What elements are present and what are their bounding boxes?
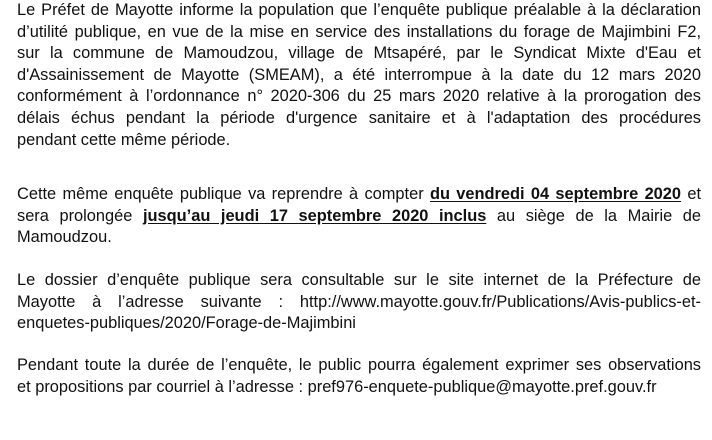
notice-paragraph-dossier-url bbox=[17, 270, 701, 335]
notice-paragraph-interruption bbox=[17, 0, 701, 151]
text-line bbox=[17, 184, 701, 206]
text-line: délais échus pendant la période d'urgence sanitaire et à l'adaptation des procédures bbox=[17, 108, 701, 127]
text-line: sur la commune de Mamoudzou, village de Mtsapéré, par le Syndicat Mixte d'Eau et bbox=[17, 44, 701, 63]
text-line: pendant cette même période. bbox=[17, 130, 231, 149]
text-line: d'Assainissement de Mayotte (SMEAM), a été interrompue à la date du 12 mars 2020 bbox=[17, 65, 701, 84]
text-line bbox=[17, 206, 701, 228]
text-line: d’utilité publique, en vue de la mise en service des installations du forage de Majimbini F2, bbox=[17, 22, 701, 41]
text-line: enquetes-publiques/2020/Forage-de-Majimbini bbox=[17, 314, 356, 333]
notice-paragraph-contact-email bbox=[17, 355, 701, 398]
text-line: Le Préfet de Mayotte informe la population que l’enquête publique préalable à la déclaration bbox=[17, 1, 701, 19]
extension-intro-text: sera prolongée bbox=[17, 206, 143, 225]
end-date-highlight: jusqu’au jeudi 17 septembre 2020 inclus bbox=[142, 206, 487, 225]
notice-paragraph-resumption bbox=[17, 184, 701, 249]
text-line: Pendant toute la durée de l’enquête, le public pourra également exprimer ses observations bbox=[17, 356, 701, 374]
text-line: Mamoudzou. bbox=[17, 228, 112, 247]
text-line: et propositions par courriel à l’adresse : pref976-enquete-publique@mayotte.pref.gouv.fr bbox=[17, 377, 657, 396]
resume-intro-text: Cette même enquête publique va reprendre à compter bbox=[17, 185, 430, 203]
text-line: Mayotte à l’adresse suivante : http://www.mayotte.gouv.fr/Publications/Avis-publics-et- bbox=[17, 292, 701, 311]
text-line: conformément à l’ordonnance n° 2020-306 du 25 mars 2020 relative à la prorogation des bbox=[17, 87, 701, 106]
text-line: Le dossier d’enquête publique sera consultable sur le site internet de la Préfecture de bbox=[17, 271, 701, 289]
resume-date-highlight: du vendredi 04 septembre 2020 bbox=[429, 185, 682, 203]
resume-trailing-text: et bbox=[681, 185, 702, 203]
venue-text: au siège de la Mairie de bbox=[486, 206, 702, 225]
